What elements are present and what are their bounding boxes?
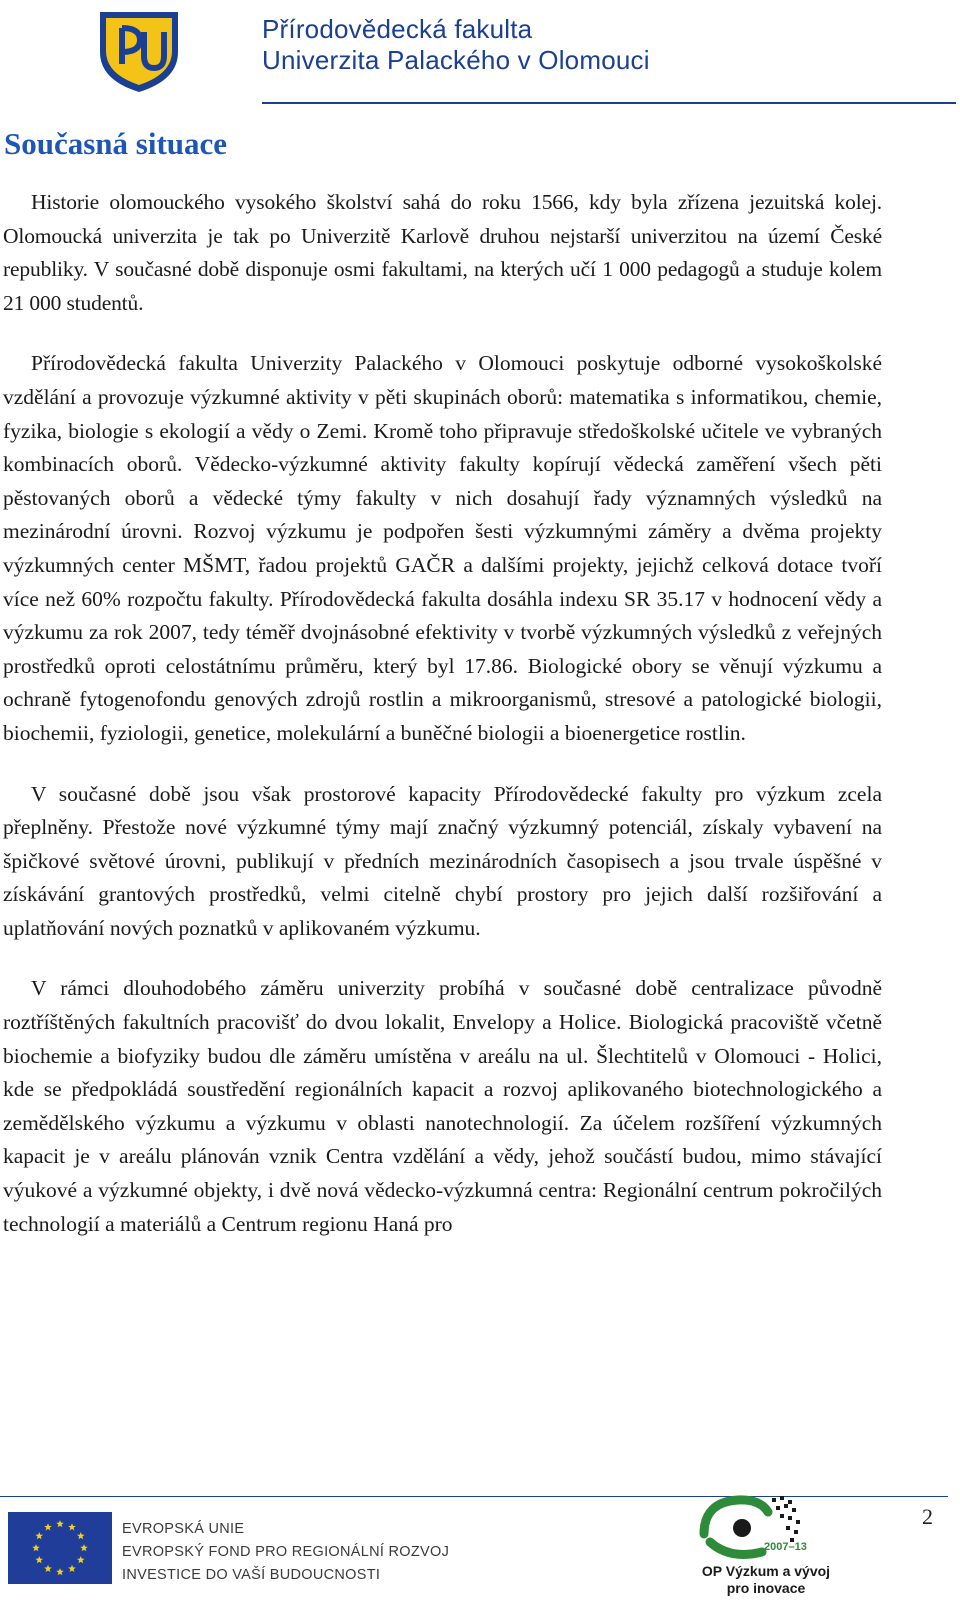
paragraph-centralization: V rámci dlouhodobého záměru univerzity probíhá v současné době centralizace původně roztříštěných fakultních pracovišť do dvou lokalit, Envelopy a Holice. Biologická pracoviště včetně biochemie a biofyziky budou dle záměru umístěna v areálu na ul. Šlechtitelů v Olomouci - Holici, kde se předpokládá soustředění regionálních kapacit a rozvoj aplikovaného biotechnologického a zemědělského výzkumu a výzkumu v oblasti nanotechnologií. Za účelem rozšíření výzkumných kapacit je v areálu plánován vznik Centra vzdělání a vědy, jehož součástí budou, mimo stávající výukové a výzkumné objekty, i dvě nová vědecko-výzkumná centra: Regionální centrum pokročilých technologií a materiálů a Centrum regionu Haná pro	[3, 976, 882, 1236]
eu-funding-text	[122, 1518, 449, 1587]
op-logo-years: 2007–13	[764, 1541, 807, 1553]
faculty-name: Přírodovědecká fakulta	[262, 14, 533, 44]
op-vavpi-logo-icon	[690, 1494, 830, 1564]
eu-investment-label: INVESTICE DO VAŠÍ BUDOUCNOSTI	[122, 1567, 381, 1583]
op-program-line2: pro inovace	[726, 1580, 806, 1596]
university-shield-icon	[96, 6, 182, 94]
section-title: Současná situace	[4, 126, 228, 161]
page-header	[0, 0, 960, 105]
document-body	[3, 186, 882, 1241]
eu-flag-icon	[8, 1512, 112, 1584]
page-number: 2	[922, 1504, 933, 1529]
op-program-line1: OP Výzkum a vývoj	[701, 1563, 831, 1579]
op-program-name	[676, 1563, 856, 1597]
faculty-title	[262, 14, 650, 76]
header-divider	[262, 102, 956, 104]
university-name: Univerzita Palackého v Olomouci	[262, 45, 650, 75]
paragraph-faculty: Přírodovědecká fakulta Univerzity Palackého v Olomouci poskytuje odborné vysokoškolské vzdělání a provozuje výzkumné aktivity v pěti skupinách oborů: matematika s informatikou, chemie, fyzika, biologie s ekologií a vědy o Zemi. Kromě toho připravuje středoškolské učitele ve vybraných kombinacích oborů. Vědecko-výzkumné aktivity fakulty kopírují vědecká zaměření všech pěti pěstovaných oborů a vědecké týmy fakulty v nich dosahují řady významných výsledků na mezinárodní úrovni. Rozvoj výzkumu je podpořen šesti výzkumnými záměry a dvěma projekty výzkumných center MŠMT, řadou projektů GAČR a dalšími projekty, jejichž celková dotace tvoří více než 60% rozpočtu fakulty. Přírodovědecká fakulta dosáhla indexu SR 35.17 v hodnocení vědy a výzkumu za rok 2007, tedy téměř dvojnásobné efektivity v tvorbě výzkumných výsledků z veřejných prostředků oproti celostátnímu průměru, který byl 17.86. Biologické obory se věnují výzkumu a ochraně fytogenofondu genových zdrojů rostlin a mikroorganismů, stresové a patologické biologii, biochemii, fyziologii, genetice, molekulární a buněčné biologii a bioenergetice rostlin.	[3, 351, 882, 745]
eu-union-label: EVROPSKÁ UNIE	[122, 1521, 245, 1537]
paragraph-history: Historie olomouckého vysokého školství sahá do roku 1566, kdy byla zřízena jezuitská kolej. Olomoucká univerzita je tak po Univerzitě Karlově druhou nejstarší univerzitou na území České republiky. V současné době disponuje osmi fakultami, na kterých učí 1 000 pedagogů a studuje kolem 21 000 studentů.	[3, 190, 882, 315]
eu-fund-label: EVROPSKÝ FOND PRO REGIONÁLNÍ ROZVOJ	[122, 1544, 450, 1560]
paragraph-capacity: V současné době jsou však prostorové kapacity Přírodovědecké fakulty pro výzkum zcela přeplněny. Přestože nové výzkumné týmy mají značný výzkumný potenciál, získaly vybavení na špičkové světové úrovni, publikují v předních mezinárodních časopisech a jsou trvale úspěšné v získávání grantových prostředků, velmi citelně chybí prostory pro jejich další rozšiřování a uplatňování nových poznatků v aplikovaném výzkumu.	[3, 781, 882, 940]
